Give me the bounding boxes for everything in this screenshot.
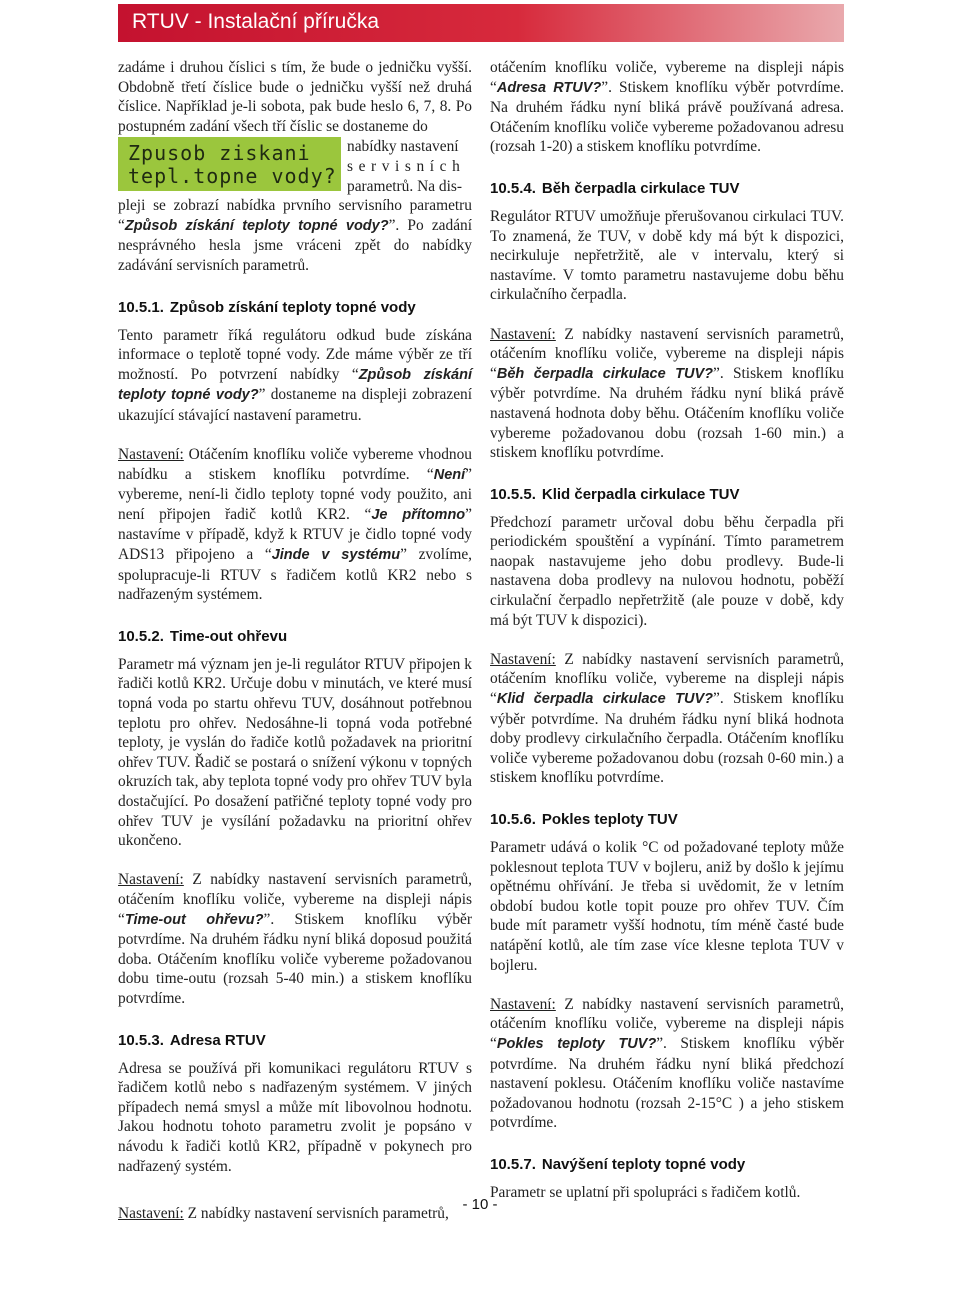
menu-text: Není — [433, 466, 466, 483]
page-number: - 10 - — [462, 1196, 498, 1213]
menu-text: Time-out ohřevu? — [124, 911, 264, 928]
settings-paragraph: Nastavení: Z nabídky nastavení servisních parametrů, otáčením knoflíku voliče, vybereme na displeji nápis “Pokles teploty TUV?”. Stiskem knoflíku výběr potvrdíme. Na druhém řádku nyní bliká předchozí nastavení poklesu. Otáčením knoflíku voliče nastavíme požadovanou hodnotu (rozsah 2-15°C ) a jeho stiskem potvrdíme. — [490, 995, 844, 1132]
paragraph: Předchozí parametr určoval dobu běhu čerpadla při periodickém spouštění a vypínání. Tímto parametrem naopak nastavujeme jeho dobu prodlevy. Bude-li nastavena doba prodlevy na nulovou hodnotu, poběží cirkulační čerpadlo nepřetržitě (ale pouze v době, kdy má být TUV k dispozici). — [490, 513, 844, 629]
paragraph: servisních — [347, 157, 466, 175]
paragraph: Adresa se používá při komunikaci regulátoru RTUV s řadičem kotlů nebo s nadřazeným systémem. V jiných případech nemá smysl a může mít libovolnou hodnotu. Jakou hodnotu tohoto parametru zvolit je popsáno v návodu k řadiči kotlů KR2, případně v pokynech pro nadřazený systém. — [118, 1059, 472, 1175]
section-heading: 10.5.2. Time-out ohřevu — [118, 627, 288, 645]
settings-paragraph: Nastavení: Z nabídky nastavení servisních parametrů, otáčením knoflíku voliče, vybereme na displeji nápis “Běh čerpadla cirkulace TUV?”. Stiskem knoflíku výběr potvrdíme. Na druhém řádku nyní bliká právě nastavená hodnota doby běhu. Otáčením knoflíku voliče vybereme požadovanou dobu (rozsah 1-60 min.) a stiskem knoflíku potvrdíme. — [490, 325, 844, 462]
settings-paragraph: Nastavení: Z nabídky nastavení servisních parametrů, — [118, 1205, 449, 1223]
section-heading: 10.5.1. Způsob získání teploty topné vody — [118, 298, 416, 316]
menu-text: Způsob získání teploty topné vody? — [118, 366, 472, 404]
settings-label: Nastavení: — [118, 1205, 184, 1223]
paragraph: Tento parametr říká regulátoru odkud bude získána informace o teplotě topné vody. Zde máme výběr ze tří možností. Po potvrzení nabídky “Způsob získání teploty topné vody?” dostaneme na displeji zobrazení ukazující stávající nastavení parametru. — [118, 326, 472, 424]
menu-text: Pokles teploty TUV? — [496, 1035, 657, 1052]
paragraph: zadáme i druhou číslici s tím, že bude o jedničku vyšší. Obdobně třetí číslice bude o jedničku vyšší než druhá číslice. Například je-li sobota, pak bude heslo 6, 7, 8. Po postupném zadání všech tří číslic se dostaneme do — [118, 59, 472, 135]
settings-label: Nastavení: — [118, 446, 184, 464]
paragraph: Parametr udává o kolik °C od požadované teploty může poklesnout teplota TUV v bojleru, aniž by došlo k jejímu opětnému ohřívání. Je třeba si uvědomit, že v letním období budou kotle topit pouze pro ohřev TUV. Čím bude mít parametr vyšší hodnotu, tím méně časté bude natápění kotlů, ale tím zase více klesne teplota TUV v bojleru. — [490, 839, 844, 974]
paragraph: Parametr má význam jen je-li regulátor RTUV připojen k řadiči kotlů KR2. Určuje dobu v minutách, ve které musí topná voda po startu ohřevu TUV, dosáhnout potřebnou teplotu pro ohřev. Nedosáhne-li topná voda potřebné teploty, je vyslán do řadiče kotlů požadavek na prioritní ohřev TUV. Řadič se postará o snížení výkonu v topných okruzích tak, aby teplota topné vody pro ohřev TUV byla dostačující. Po dosažení patřičné teploty topné vody pro ohřev TUV je vysílání požadavku na prioritní ohřev ukončeno. — [118, 655, 472, 850]
menu-text: Klid čerpadla cirkulace TUV? — [496, 691, 713, 708]
section-heading: 10.5.6. Pokles teploty TUV — [490, 811, 678, 828]
menu-text: Běh čerpadla cirkulace TUV? — [496, 365, 713, 382]
paragraph: parametrů. Na dis- — [347, 177, 462, 195]
settings-paragraph: Nastavení: Otáčením knoflíku voliče vybereme vhodnou nabídku a stiskem knoflíku potvrdíme. “Není” vybereme, není-li čidlo teploty topné vody použito, ani není připojen řadič kotlů KR2. “Je přítomno” nastavíme v případě, když k RTUV je čidlo topné vody ADS13 připojeno a “Jinde v systému” zvolíme, spolupracuje-li RTUV s řadičem kotlů KR2 nebo s nadřazeným systémem. — [118, 446, 472, 604]
document-title: RTUV - Instalační příručka — [132, 10, 380, 33]
settings-label: Nastavení: — [118, 871, 184, 889]
paragraph: Regulátor RTUV umožňuje přerušovanou cirkulaci TUV. To znamená, že TUV, v době kdy má být k dispozici, necirkuluje nepřetržitě, ale v intervalu, který si nastavíme. V tomto parametru nastavujeme dobu běhu cirkulačního čerpadla. — [490, 207, 844, 304]
menu-text: Je přítomno — [371, 506, 466, 523]
menu-text: Způsob získání teploty topné vody? — [124, 217, 389, 234]
settings-label: Nastavení: — [490, 650, 556, 668]
lcd-line-2: tepl.topne vody? — [128, 164, 337, 189]
paragraph: nabídky nastavení — [347, 138, 459, 156]
paragraph: pleji se zobrazí nabídka prvního servisního parametru “Způsob získání teploty topné vody?”. Po zadání nesprávného hesla jsme vráceni zpět do nabídky zadávání servisních parametrů. — [118, 197, 472, 274]
settings-label: Nastavení: — [490, 325, 556, 343]
lcd-line-1: Zpusob ziskani — [128, 141, 311, 166]
paragraph: otáčením knoflíku voliče, vybereme na displeji nápis “Adresa RTUV?”. Stiskem knoflíku výběr potvrdíme. Na druhém řádku nyní bliká právě používaná adresa. Otáčením knoflíku voliče vybereme požadovanou adresu (rozsah 1-20) a stiskem knoflíku potvrdíme. — [490, 59, 844, 156]
lcd-figure — [118, 137, 472, 196]
right-column — [490, 58, 844, 1203]
section-heading: 10.5.4. Běh čerpadla cirkulace TUV — [490, 179, 740, 197]
menu-text: Adresa RTUV? — [496, 79, 602, 96]
settings-paragraph: Nastavení: Z nabídky nastavení servisních parametrů, otáčením knoflíku voliče, vybereme na displeji nápis “Time-out ohřevu?”. Stiskem knoflíku výběr potvrdíme. Na druhém řádku nyní bliká doposud použitá doba. Otáčením knoflíku voliče vybereme požadovanou dobu time-outu (rozsah 5-40 min.) a stiskem knoflíku potvrdíme. — [118, 871, 472, 1007]
menu-text: Jinde v systému — [271, 547, 401, 564]
paragraph: Parametr se uplatní při spolupráci s řadičem kotlů. — [490, 1183, 801, 1201]
lcd-display — [118, 137, 341, 191]
settings-paragraph: Nastavení: Z nabídky nastavení servisních parametrů, otáčením knoflíku voliče, vybereme na displeji nápis “Klid čerpadla cirkulace TUV?”. Stiskem knoflíku výběr potvrdíme. Na druhém řádku nyní bliká hodnota doby prodlevy cirkulačního čerpadla. Otáčením knoflíku voliče vybereme požadovanou dobu (rozsah 0-60 min.) a stiskem knoflíku potvrdíme. — [490, 650, 844, 787]
section-heading: 10.5.7. Navýšení teploty topné vody — [490, 1155, 746, 1173]
header-bar — [118, 4, 844, 42]
settings-label: Nastavení: — [490, 995, 556, 1013]
section-heading: 10.5.5. Klid čerpadla cirkulace TUV — [490, 485, 740, 503]
left-column — [118, 58, 472, 1224]
section-heading: 10.5.3. Adresa RTUV — [118, 1031, 266, 1049]
